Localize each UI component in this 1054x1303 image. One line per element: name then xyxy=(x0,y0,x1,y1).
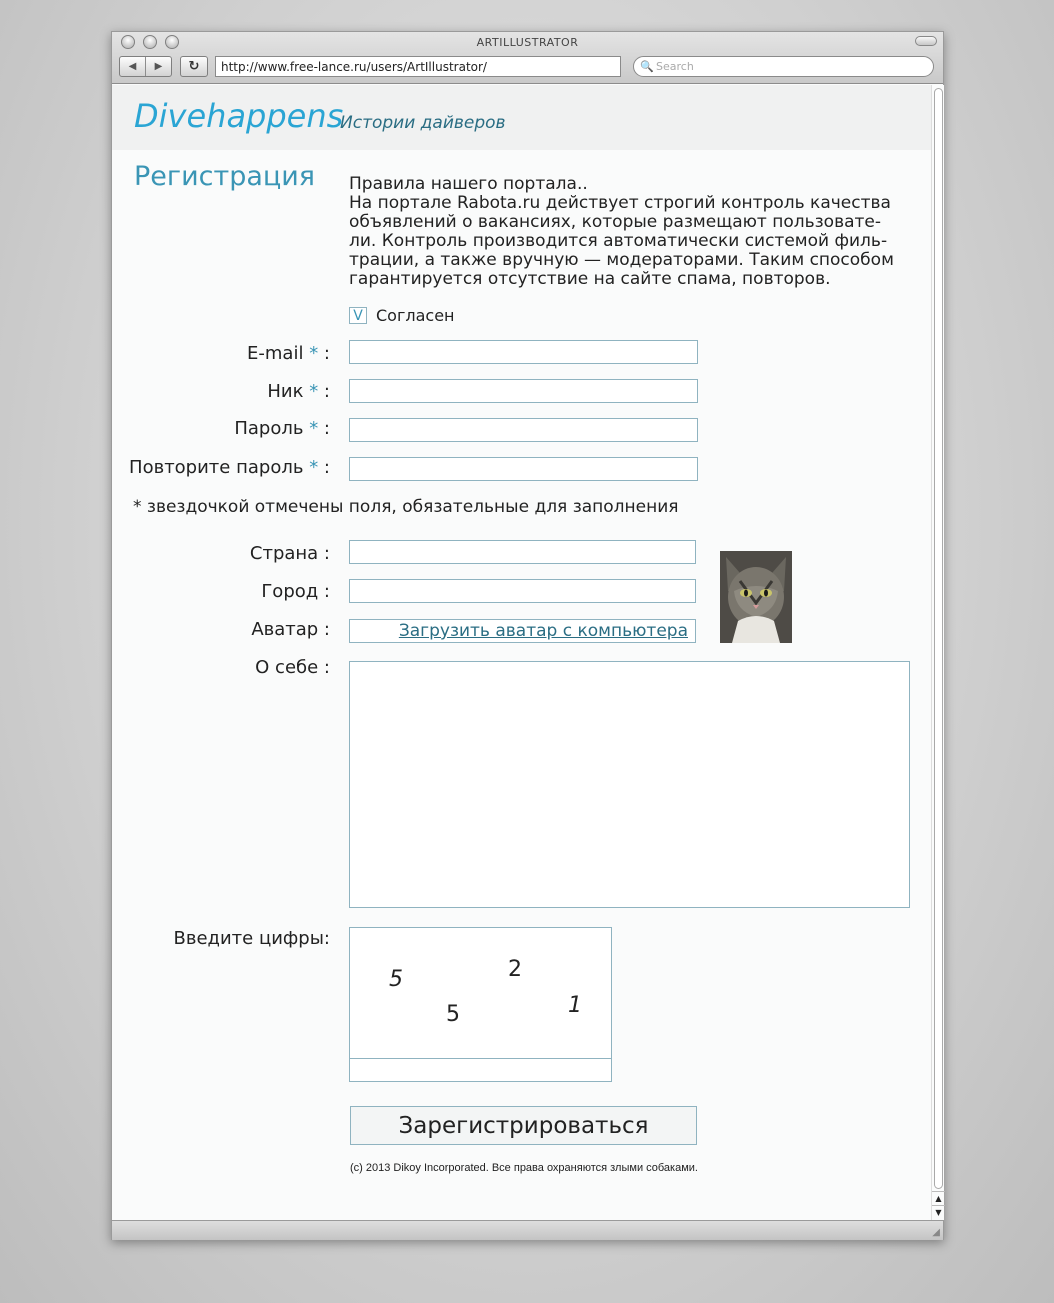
copyright-footer: (c) 2013 Dikoy Incorporated. Все права охраняются злыми собаками. xyxy=(350,1162,698,1174)
scroll-up-icon[interactable]: ▲ xyxy=(932,1191,945,1204)
site-tagline: Истории дайверов xyxy=(340,113,506,133)
email-label-text: E-mail xyxy=(247,343,304,364)
status-bar xyxy=(112,1220,943,1240)
captcha-image xyxy=(350,928,611,1059)
password-repeat-label xyxy=(129,457,330,478)
nick-field[interactable] xyxy=(349,379,698,403)
nick-label-text: Ник xyxy=(267,381,304,402)
required-star: * xyxy=(309,457,319,478)
required-star: * xyxy=(309,381,319,402)
forward-icon[interactable]: ▶ xyxy=(154,61,163,72)
label-colon: : xyxy=(323,381,330,402)
back-icon[interactable]: ◀ xyxy=(120,57,146,76)
reload-icon[interactable]: ↻ xyxy=(180,56,208,77)
required-star: * xyxy=(309,418,319,439)
register-button[interactable]: Зарегистрироваться xyxy=(350,1106,697,1145)
required-star: * xyxy=(309,343,319,364)
browser-toolbar xyxy=(112,32,943,84)
site-header xyxy=(112,85,931,150)
city-field[interactable] xyxy=(349,579,696,603)
captcha-digit: 2 xyxy=(508,957,522,982)
country-label: Страна : xyxy=(249,543,330,564)
page-title: Регистрация xyxy=(134,161,316,192)
password-field[interactable] xyxy=(349,418,698,442)
captcha-digit: 5 xyxy=(389,967,403,992)
label-colon: : xyxy=(323,343,330,364)
agree-label: Согласен xyxy=(376,306,455,325)
captcha-box xyxy=(349,927,612,1082)
resize-grip-icon[interactable]: ◢ xyxy=(932,1227,940,1238)
rules-text xyxy=(349,175,919,289)
required-note: * звездочкой отмечены поля, обязательные для заполнения xyxy=(133,497,679,517)
avatar-label: Аватар : xyxy=(251,619,330,640)
captcha-digit: 5 xyxy=(446,1002,460,1027)
password-label-text: Пароль xyxy=(234,418,304,439)
rules-line: трации, а также вручную — модераторами. Таким способом xyxy=(349,250,894,270)
upload-avatar-link[interactable]: Загрузить аватар с компьютера xyxy=(349,619,696,643)
captcha-input[interactable] xyxy=(350,1060,611,1081)
email-label xyxy=(247,343,330,364)
password-repeat-field[interactable] xyxy=(349,457,698,481)
scrollbar-thumb[interactable] xyxy=(934,88,943,1189)
browser-window xyxy=(111,31,944,1240)
about-textarea[interactable] xyxy=(349,661,910,908)
about-label: О себе : xyxy=(255,657,330,678)
label-colon: : xyxy=(323,418,330,439)
window-title: ARTILLUSTRATOR xyxy=(476,36,579,49)
agree-checkbox[interactable]: V xyxy=(349,307,367,324)
label-colon: : xyxy=(323,457,330,478)
rules-line: Правила нашего портала.. xyxy=(349,174,588,194)
agree-row xyxy=(349,306,455,325)
search-icon: 🔍 xyxy=(640,60,654,73)
rules-line: ли. Контроль производится автоматически системой филь- xyxy=(349,231,888,251)
rules-line: гарантируется отсутствие на сайте спама, повторов. xyxy=(349,269,831,289)
search-input[interactable] xyxy=(633,56,934,77)
site-logo[interactable]: Divehappens xyxy=(134,97,344,135)
password-repeat-label-text: Повторите пароль xyxy=(129,457,304,478)
city-label: Город : xyxy=(261,581,330,602)
nick-label xyxy=(267,381,330,402)
rules-line: На портале Rabota.ru действует строгий контроль качества xyxy=(349,193,891,213)
page-content xyxy=(112,85,931,1220)
avatar-preview xyxy=(720,551,792,643)
address-bar[interactable]: http://www.free-lance.ru/users/ArtIllustrator/ xyxy=(215,56,621,77)
cat-photo xyxy=(720,551,792,643)
scroll-down-icon[interactable]: ▼ xyxy=(932,1205,945,1218)
email-field[interactable] xyxy=(349,340,698,364)
captcha-digit: 1 xyxy=(568,993,582,1018)
nav-buttons xyxy=(119,56,172,77)
toolbar-toggle-button[interactable] xyxy=(915,36,937,46)
password-label xyxy=(234,418,330,439)
search-placeholder: Search xyxy=(656,60,694,73)
vertical-scrollbar[interactable] xyxy=(931,85,944,1220)
captcha-label: Введите цифры: xyxy=(173,928,330,949)
rules-line: объявлений о вакансиях, которые размещают пользовате- xyxy=(349,212,882,232)
country-field[interactable] xyxy=(349,540,696,564)
